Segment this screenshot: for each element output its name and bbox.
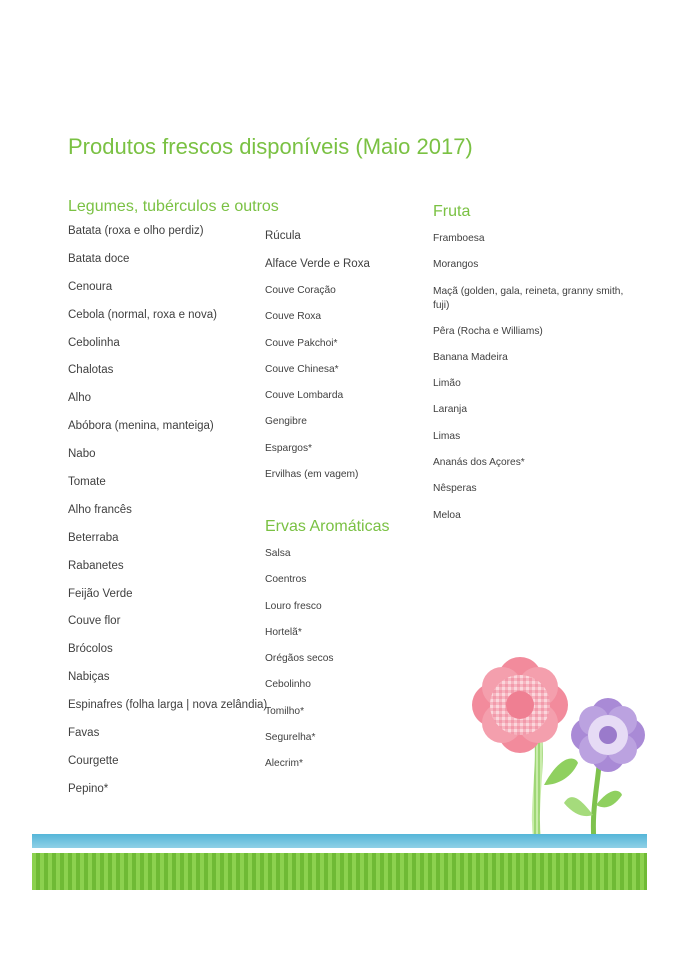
fruit-heading: Fruta bbox=[433, 203, 471, 220]
leaf bbox=[544, 758, 578, 785]
list-item: Batata (roxa e olho perdiz) bbox=[68, 225, 204, 237]
list-item: Orégãos secos bbox=[265, 653, 334, 665]
fruit-list bbox=[433, 232, 625, 535]
list-item: Batata doce bbox=[68, 252, 130, 265]
list-item: Nabo bbox=[68, 448, 96, 461]
list-item: Coentros bbox=[265, 574, 307, 586]
pink-flower bbox=[472, 657, 568, 753]
list-item: Nabiças bbox=[68, 671, 110, 684]
list-item: Salsa bbox=[265, 548, 291, 559]
leaf bbox=[596, 791, 622, 808]
list-item: Rabanetes bbox=[68, 559, 124, 572]
list-item: Brócolos bbox=[68, 643, 113, 656]
list-item: Morangos bbox=[433, 259, 479, 271]
list-item: Nêsperas bbox=[433, 483, 477, 495]
list-item: Alecrim* bbox=[265, 758, 303, 770]
list-item: Alho francês bbox=[68, 503, 132, 516]
list-item: Gengibre bbox=[265, 416, 307, 428]
list-item: Cebolinha bbox=[68, 336, 120, 349]
list-item: Alface Verde e Roxa bbox=[265, 257, 370, 270]
list-item: Couve flor bbox=[68, 615, 121, 628]
list-item: Limão bbox=[433, 378, 461, 390]
list-item: Cebolinho bbox=[265, 679, 311, 691]
list-item: Espargos* bbox=[265, 442, 313, 454]
list-item: Ananás dos Açores* bbox=[433, 457, 525, 469]
list-item: Couve Coração bbox=[265, 285, 336, 296]
vegetables-list bbox=[68, 223, 267, 809]
list-item: Abóbora (menina, manteiga) bbox=[68, 420, 214, 433]
list-item: Meloa bbox=[433, 509, 461, 521]
list-item: Alho bbox=[68, 392, 92, 405]
list-item: Favas bbox=[68, 727, 100, 740]
list-item: Couve Lombarda bbox=[265, 390, 344, 402]
list-item: Ervilhas (em vagem) bbox=[265, 469, 359, 481]
greens-list bbox=[265, 228, 370, 284]
list-item: Couve Chinesa* bbox=[265, 363, 339, 375]
page-title: Produtos frescos disponíveis (Maio 2017) bbox=[68, 134, 473, 159]
list-item: Framboesa bbox=[433, 233, 485, 244]
list-item: Banana Madeira bbox=[433, 351, 508, 363]
list-item: Feijão Verde bbox=[68, 587, 133, 600]
list-item: Cenoura bbox=[68, 280, 113, 293]
cabbage-list bbox=[265, 284, 358, 494]
purple-flower bbox=[571, 698, 645, 772]
list-item: Rúcula bbox=[265, 230, 301, 242]
leaf bbox=[564, 797, 593, 816]
list-item: Courgette bbox=[68, 754, 119, 767]
list-item: Hortelã* bbox=[265, 626, 302, 638]
herbs-list bbox=[265, 547, 334, 784]
list-item: Chalotas bbox=[68, 364, 114, 377]
vegetables-heading: Legumes, tubérculos e outros bbox=[68, 198, 279, 215]
list-item: Pêra (Rocha e Williams) bbox=[433, 325, 543, 337]
list-item: Laranja bbox=[433, 404, 467, 416]
list-item: Tomilho* bbox=[265, 705, 305, 717]
list-item: Segurelha* bbox=[265, 732, 316, 744]
list-item: Espinafres (folha larga | nova zelândia) bbox=[68, 699, 268, 712]
list-item: Tomate bbox=[68, 476, 106, 489]
herbs-heading: Ervas Aromáticas bbox=[265, 518, 390, 535]
list-item: Couve Roxa bbox=[265, 311, 322, 323]
flowers-illustration bbox=[460, 655, 655, 860]
blue-band bbox=[32, 834, 647, 848]
list-item: Couve Pakchoi* bbox=[265, 337, 338, 349]
list-item: Limas bbox=[433, 430, 461, 442]
list-item: Pepino* bbox=[68, 782, 109, 795]
list-item: Maçã (golden, gala, reineta, granny smith, fuji) bbox=[433, 285, 624, 311]
list-item: Cebola (normal, roxa e nova) bbox=[68, 308, 217, 321]
green-striped-band bbox=[32, 853, 647, 890]
list-item: Louro fresco bbox=[265, 600, 322, 612]
list-item: Beterraba bbox=[68, 531, 119, 544]
